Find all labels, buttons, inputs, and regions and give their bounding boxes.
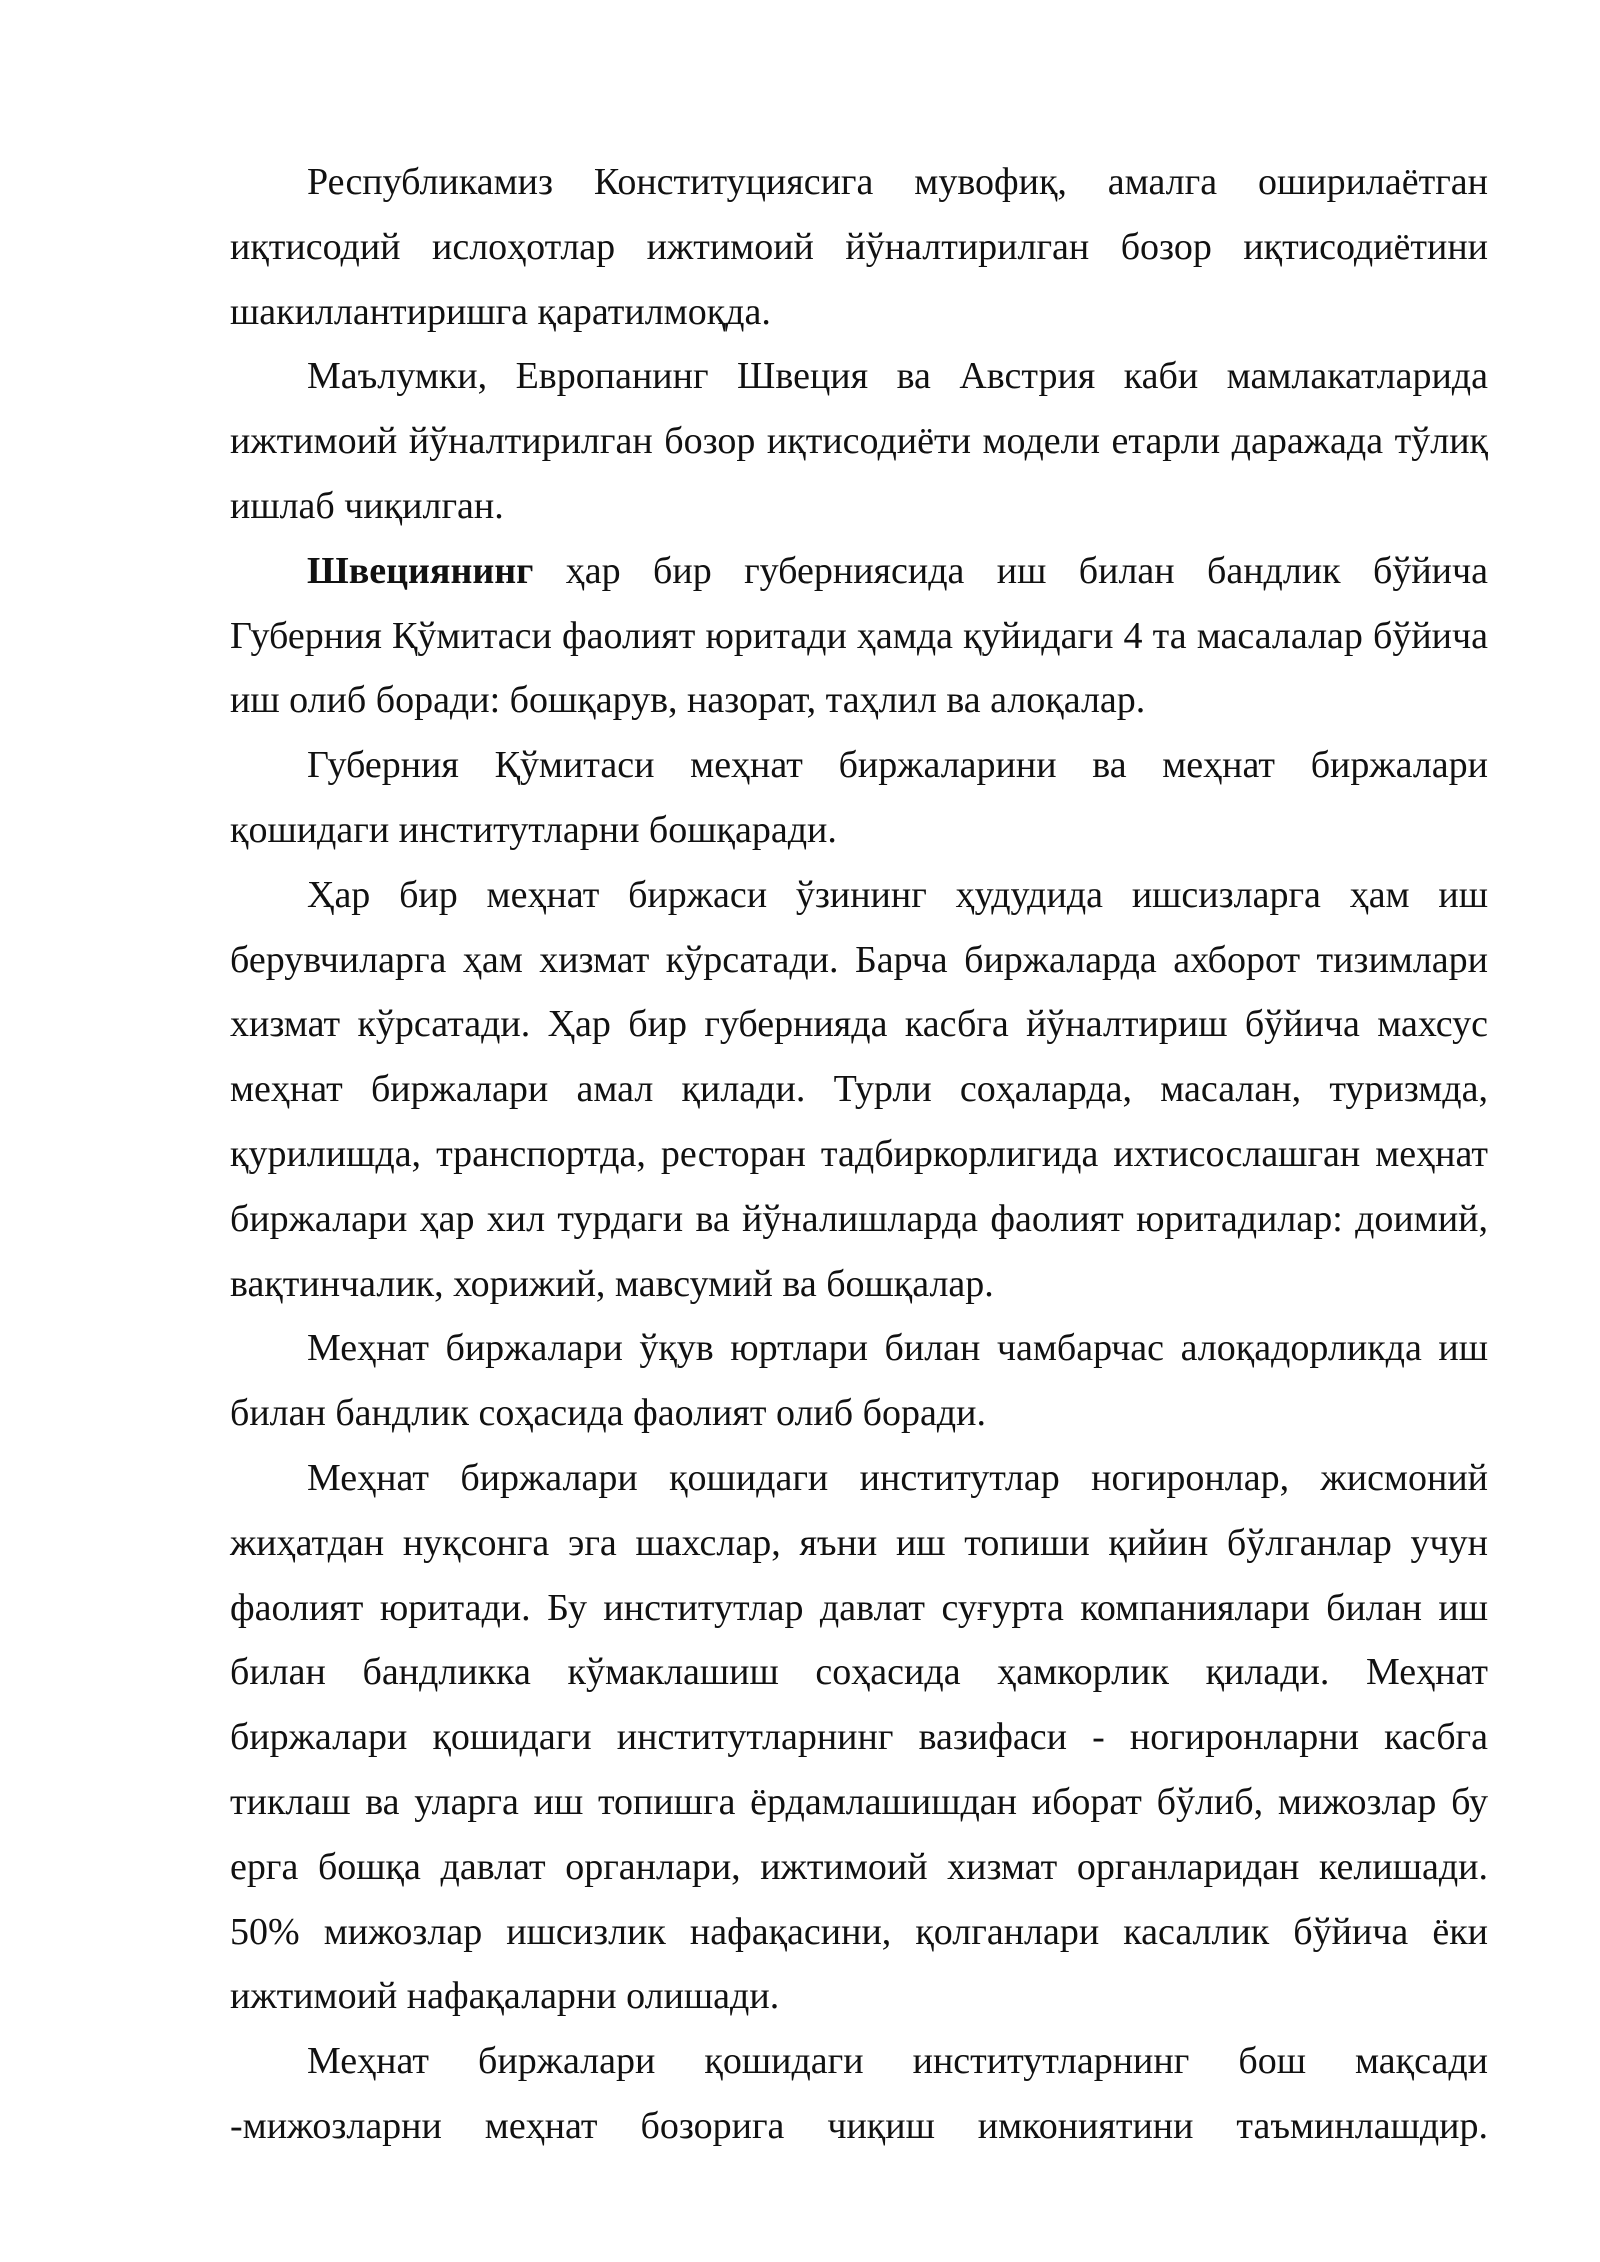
paragraph-1: [230, 150, 1488, 344]
paragraph-4: [230, 733, 1488, 863]
paragraph-4-text: Губерния Қўмитаси меҳнат биржаларини ва меҳнат биржалари қошидаги институтларни бошқаради.: [230, 744, 1488, 851]
paragraph-1-text: Республикамиз Конституциясига мувофиқ, амалга оширилаётган иқтисодий ислоҳотлар ижтимоий йўналтирилган бозор иқтисодиётини шакиллантиришга қаратилмоқда.: [230, 161, 1488, 333]
paragraph-5: [230, 863, 1488, 1317]
paragraph-3-text: ҳар бир губерниясида иш билан бандлик бўйича Губерния Қўмитаси фаолият юритади ҳамда қуйидаги 4 та масалалар бўйича иш олиб боради: бошқарув, назорат, таҳлил ва алоқалар.: [230, 549, 1488, 722]
paragraph-8: [230, 2029, 1488, 2159]
paragraph-3: [230, 539, 1488, 733]
paragraph-3-bold-lead: Швециянинг: [307, 549, 534, 592]
paragraph-2: [230, 344, 1488, 538]
document-page: [230, 150, 1488, 2159]
paragraph-7: [230, 1446, 1488, 2029]
paragraph-2-text: Маълумки, Европанинг Швеция ва Австрия каби мамлакатларида ижтимоий йўналтирилган бозор иқтисодиёти модели етарли даражада тўлиқ ишлаб чиқилган.: [230, 355, 1488, 527]
paragraph-5-text: Ҳар бир меҳнат биржаси ўзининг ҳудудида ишсизларга ҳам иш берувчиларга ҳам хизмат кўрсатади. Барча биржаларда ахборот тизимлари хизмат кўрсатади. Ҳар бир губернияда касбга йўналтириш бўйича махсус меҳнат биржалари амал қилади. Турли соҳаларда, масалан, туризмда, қурилишда, транспортда, ресторан тадбиркорлигида ихтисослашган меҳнат биржалари ҳар хил турдаги ва йўналишларда фаолият юритадилар: доимий, вақтинчалик, хорижий, мавсумий ва бошқалар.: [230, 873, 1488, 1305]
paragraph-6-text: Меҳнат биржалари ўқув юртлари билан чамбарчас алоқадорликда иш билан бандлик соҳасида фаолият олиб боради.: [230, 1327, 1488, 1435]
paragraph-7-text: Меҳнат биржалари қошидаги институтлар ногиронлар, жисмоний жиҳатдан нуқсонга эга шахслар, яъни иш топиши қийин бўлганлар учун фаолият юритади. Бу институтлар давлат суғурта компаниялари билан иш билан бандликка кўмаклашиш соҳасида ҳамкорлик қилади. Меҳнат биржалари қошидаги институтларнинг вазифаси - ногиронларни касбга тиклаш ва уларга иш топишга ёрдамлашишдан иборат бўлиб, мижозлар бу ерга бошқа давлат органлари, ижтимоий хизмат органларидан келишади. 50% мижозлар ишсизлик нафақасини, қолганлари касаллик бўйича ёки ижтимоий нафақаларни олишади.: [230, 1456, 1488, 2018]
paragraph-8-text: Меҳнат биржалари қошидаги институтларнинг бош мақсади -мижозларни меҳнат бозорига чиқиш имкониятини таъминлашдир.: [230, 2040, 1488, 2147]
paragraph-6: [230, 1316, 1488, 1446]
